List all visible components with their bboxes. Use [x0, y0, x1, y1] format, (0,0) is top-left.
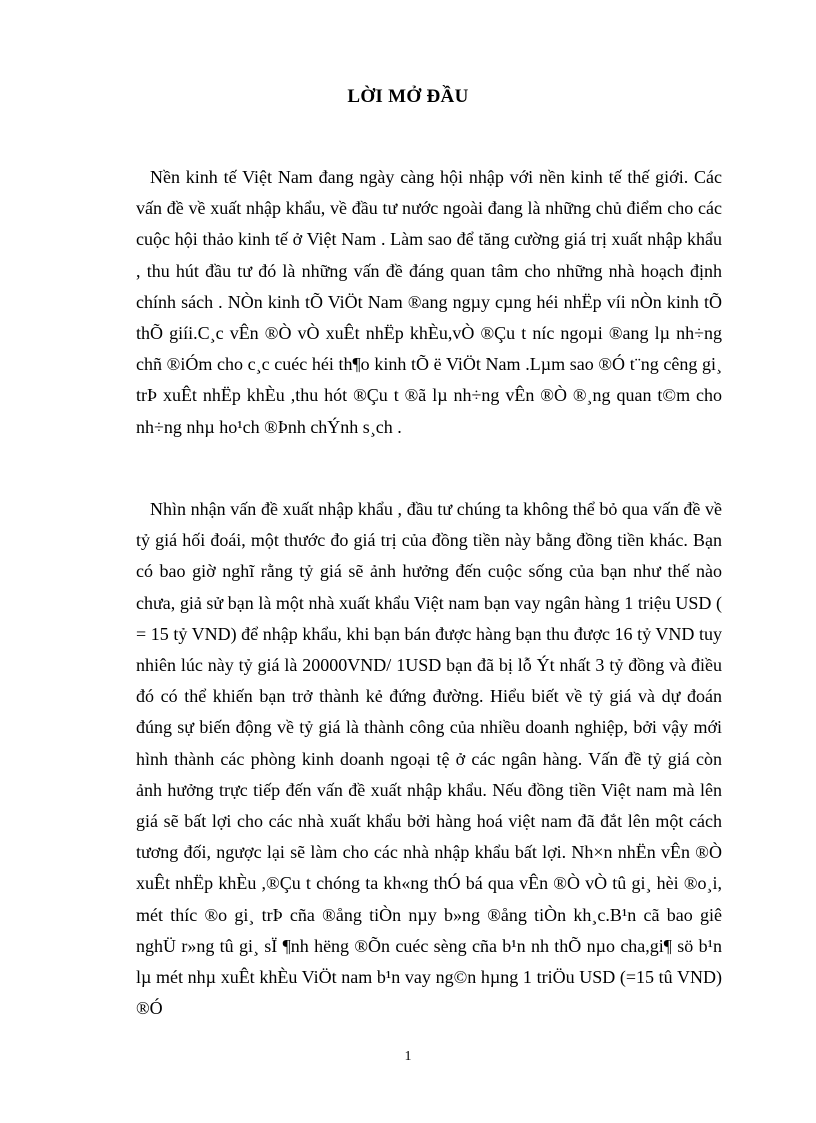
paragraph-2: Nhìn nhận vấn đề xuất nhập khẩu , đầu tư chúng ta không thể bỏ qua vấn đề về tỷ giá hối đoái, một thước đo giá trị của đồng tiền này bằng đồng tiền khác. Bạn có bao giờ nghĩ rằng tỷ giá sẽ ảnh hưởng đến cuộc sống của bạn như thế nào chưa, giả sử bạn là một nhà xuất khẩu Việt nam bạn vay ngân hàng 1 triệu USD ( = 15 tỷ VND) để nhập khẩu, khi bạn bán được hàng bạn thu được 16 tỷ VND tuy nhiên lúc này tỷ giá là 20000VND/ 1USD bạn đã bị lỗ Ýt nhất 3 tỷ đồng và điều đó có thể khiến bạn trở thành kẻ đứng đường. Hiểu biết về tỷ giá và dự đoán đúng sự biến động về tỷ giá là thành công của nhiều doanh nghiệp, bởi vậy mới hình thành các phòng kinh doanh ngoại tệ ở các ngân hàng. Vấn đề tỷ giá còn ảnh hưởng trực tiếp đến vấn đề xuất nhập khẩu. Nếu đồng tiền Việt nam mà lên giá sẽ bất lợi cho các nhà xuất khẩu bởi hàng hoá việt nam đã đắt lên một cách tương đối, ngược lại sẽ làm cho các nhà nhập khẩu bất lợi. Nh×n nhËn vÊn ®Ò xuÊt nhËp khÈu ,®Çu t chóng ta kh«ng thÓ bá qua vÊn ®Ò vÒ tû gi¸ hèi ®o¸i, mét thíc ®o gi¸ trÞ cña ®ång tiÒn nµy b»ng ®ång tiÒn kh¸c.B¹n cã bao giê nghÜ r»ng tû gi¸ sÏ ¶nh hëng ®Õn cuéc sèng cña b¹n nh thÕ nµo cha,gi¶ sö b¹n lµ mét nhµ xuÊt khÈu ViÖt nam b¹n vay ng©n hµng 1 triÖu USD (=15 tû VND) ®Ó [136, 499, 722, 1019]
paragraph-1: Nền kinh tế Việt Nam đang ngày càng hội nhập với nền kinh tế thế giới. Các vấn đề về xuất nhập khẩu, về đầu tư nước ngoài đang là những chủ điểm cho các cuộc hội thảo kinh tế ở Việt Nam . Làm sao để tăng cường giá trị xuất nhập khẩu , thu hút đầu tư đó là những vấn đề đáng quan tâm cho những nhà hoạch định chính sách . NÒn kinh tÕ ViÖt Nam ®ang ngµy cµng héi nhËp víi nÒn kinh tÕ thÕ giíi.C¸c vÊn ®Ò vÒ xuÊt nhËp khÈu,vÒ ®Çu t níc ngoµi ®ang lµ nh÷ng chñ ®iÓm cho c¸c cuéc héi th¶o kinh tÕ ë ViÖt Nam .Lµm sao ®Ó t¨ng cêng gi¸ trÞ xuÊt nhËp khÈu ,thu hót ®Çu t ®ã lµ nh÷ng vÊn ®Ò ®¸ng quan t©m cho nh÷ng nhµ ho¹ch ®Þnh chÝnh s¸ch . [136, 167, 722, 437]
document-title: LỜI MỞ ĐẦU [347, 86, 469, 107]
page-number: 1 [404, 1049, 412, 1064]
